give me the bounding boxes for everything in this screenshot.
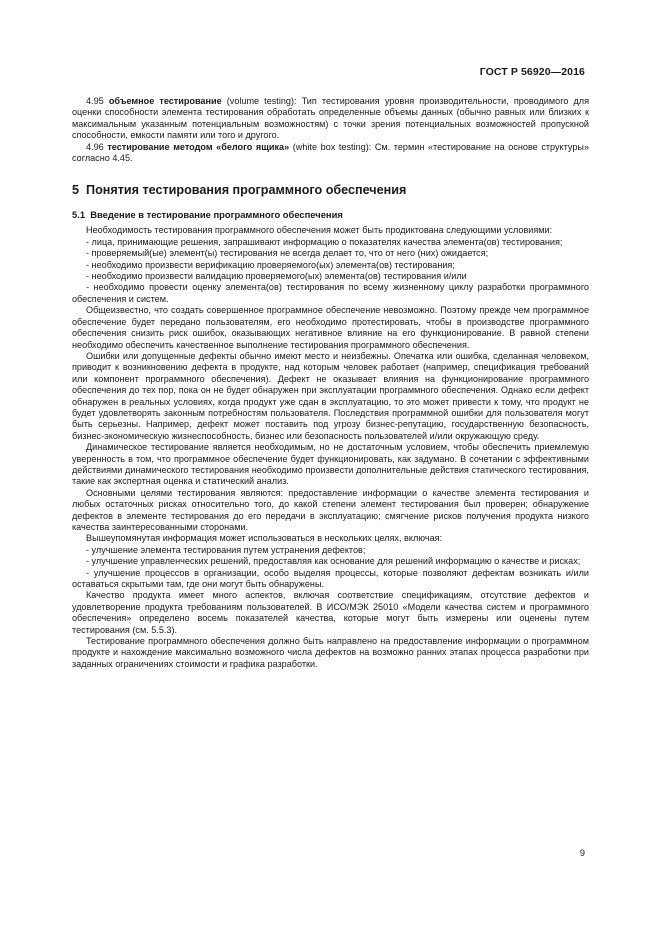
list-item: - необходимо провести оценку элемента(ов) тестирования по всему жизненному циклу разработки программного обеспечения и систем. <box>72 282 589 304</box>
list-item: - лица, принимающие решения, запрашивают информацию о показателях качества элемента(ов) тестирования; <box>86 236 563 247</box>
subsection-number: 5.1 <box>72 209 86 221</box>
list-item: - улучшение процессов в организации, особо выделяя процессы, которые позволяют дефектам возникать и/или оставаться скрытыми там, где они могут быть обнаружены. <box>72 567 589 590</box>
list-item: - проверяемый(ые) элемент(ы) тестирования не всегда делает то, что от него (них) ожидается; <box>86 248 489 259</box>
definition-text: (white box testing): См. термин «тестирование на основе структуры» согласно 4.45. <box>72 141 589 164</box>
list-item: - улучшение управленческих решений, предоставляя как основание для решений информацию о качестве и рисках; <box>86 556 581 567</box>
paragraph: Основными целями тестирования являются: предоставление информации о качестве элемента тестирования и любых остаточных рисках относительно того, до какой степени элемент тестирования был проверен; обнаружение дефектов в элементе тестирования до его передачи в эксплуатацию; смягчение рисков получения продукта низкого качества заинтересованными сторонами. <box>72 487 589 532</box>
definition-term: тестирование методом «белого ящика» <box>107 141 290 152</box>
section-title: Понятия тестирования программного обеспечения <box>86 183 407 198</box>
paragraph: Вышеупомянутая информация может использоваться в нескольких целях, включая: <box>86 533 443 544</box>
definition-number: 4.96 <box>86 141 104 152</box>
document-body <box>72 96 589 670</box>
definition-number: 4.95 <box>86 96 104 106</box>
definition-term: объемное тестирование <box>108 96 222 106</box>
subsection-heading <box>72 209 589 221</box>
section-number: 5 <box>72 183 80 198</box>
definition-4-95 <box>72 96 589 142</box>
paragraph: Общеизвестно, что создать совершенное программное обеспечение невозможно. Поэтому прежде чем программное обеспечение будет передано пользователям, его необходимо протестировать, чтобы в производстве программного обеспечения снизить риск ошибок, оказывающих негативное влияние на его функционирование. В равной степени необходимо обеспечить качественное выполнение тестирования программного обеспечения. <box>72 305 589 350</box>
definition-text: (volume testing): Тип тестирования уровня производительности, проводимого для оценки способности элемента тестирования обработать определенные объемы данных (обычно равных или близких к максимальным указанным потенциальным возможностям) с точки зрения потенциальных возможностей пропускной способности, емкости памяти или того и другого. <box>72 96 590 141</box>
list-item: - необходимо произвести верификацию проверяемого(ых) элемента(ов) тестирования; <box>86 259 455 270</box>
list-item: - улучшение элемента тестирования путем устранения дефектов; <box>86 544 366 555</box>
section-heading <box>72 183 589 198</box>
document-header: ГОСТ Р 56920—2016 <box>479 66 585 78</box>
list-item: - необходимо произвести валидацию проверяемого(ых) элемента(ов) тестирования и/или <box>86 271 467 282</box>
paragraph: Тестирование программного обеспечения должно быть направлено на предоставление информации о программном продукте и нахождение максимально возможного числа дефектов на возможно ранних этапах процесса разработки при заданных ограничениях стоимости и графика разработки. <box>72 636 589 669</box>
subsection-title: Введение в тестирование программного обеспечения <box>90 209 343 221</box>
paragraph: Ошибки или допущенные дефекты обычно имеют место и неизбежны. Опечатка или ошибка, сделанная человеком, приводит к возникновению дефекта в продукте, над которым человек работает (например, спецификация требований или компонент программного обеспечения). Дефект не оказывает влияния на функционирование программного обеспечения до тех пор, пока он не будет обнаружен при эксплуатации программного обеспечения. Однако если дефект обнаружен в реальных условиях, когда продукт уже сдан в эксплуатацию, то это может привести к тому, что продукт не будет удовлетворять законным потребностям пользователя. Последствия программной ошибки для пользователя могут быть серьезны. Например, дефект может поставить под угрозу бизнес-репутацию, государственную безопасность, бизнес-экономическую жизнеспособность, бизнес или безопасность пользователей и/или окружающую среду. <box>72 350 589 441</box>
paragraph: Качество продукта имеет много аспектов, включая соответствие спецификациям, отсутствие дефектов и удовлетворение продукта требованиям пользователей. В ИСО/МЭК 25010 «Модели качества систем и программного обеспечения» определено восемь показателей качества, которые могут быть измерены или оценены путем тестирования (см. 5.5.3). <box>72 590 589 635</box>
paragraph: Динамическое тестирование является необходимым, но не достаточным условием, чтобы обеспечить приемлемую уверенность в том, что программное обеспечение будет функционировать, как задумано. В сочетании с эффективными действиями динамического тестирования необходимо произвести дополнительные действия статического тестирования, такие как экспертная оценка и статический анализ. <box>72 442 589 487</box>
definition-4-96 <box>72 142 589 165</box>
paragraph: Необходимость тестирования программного обеспечения может быть продиктована следующими условиями: <box>86 225 553 236</box>
page-number: 9 <box>579 848 585 858</box>
